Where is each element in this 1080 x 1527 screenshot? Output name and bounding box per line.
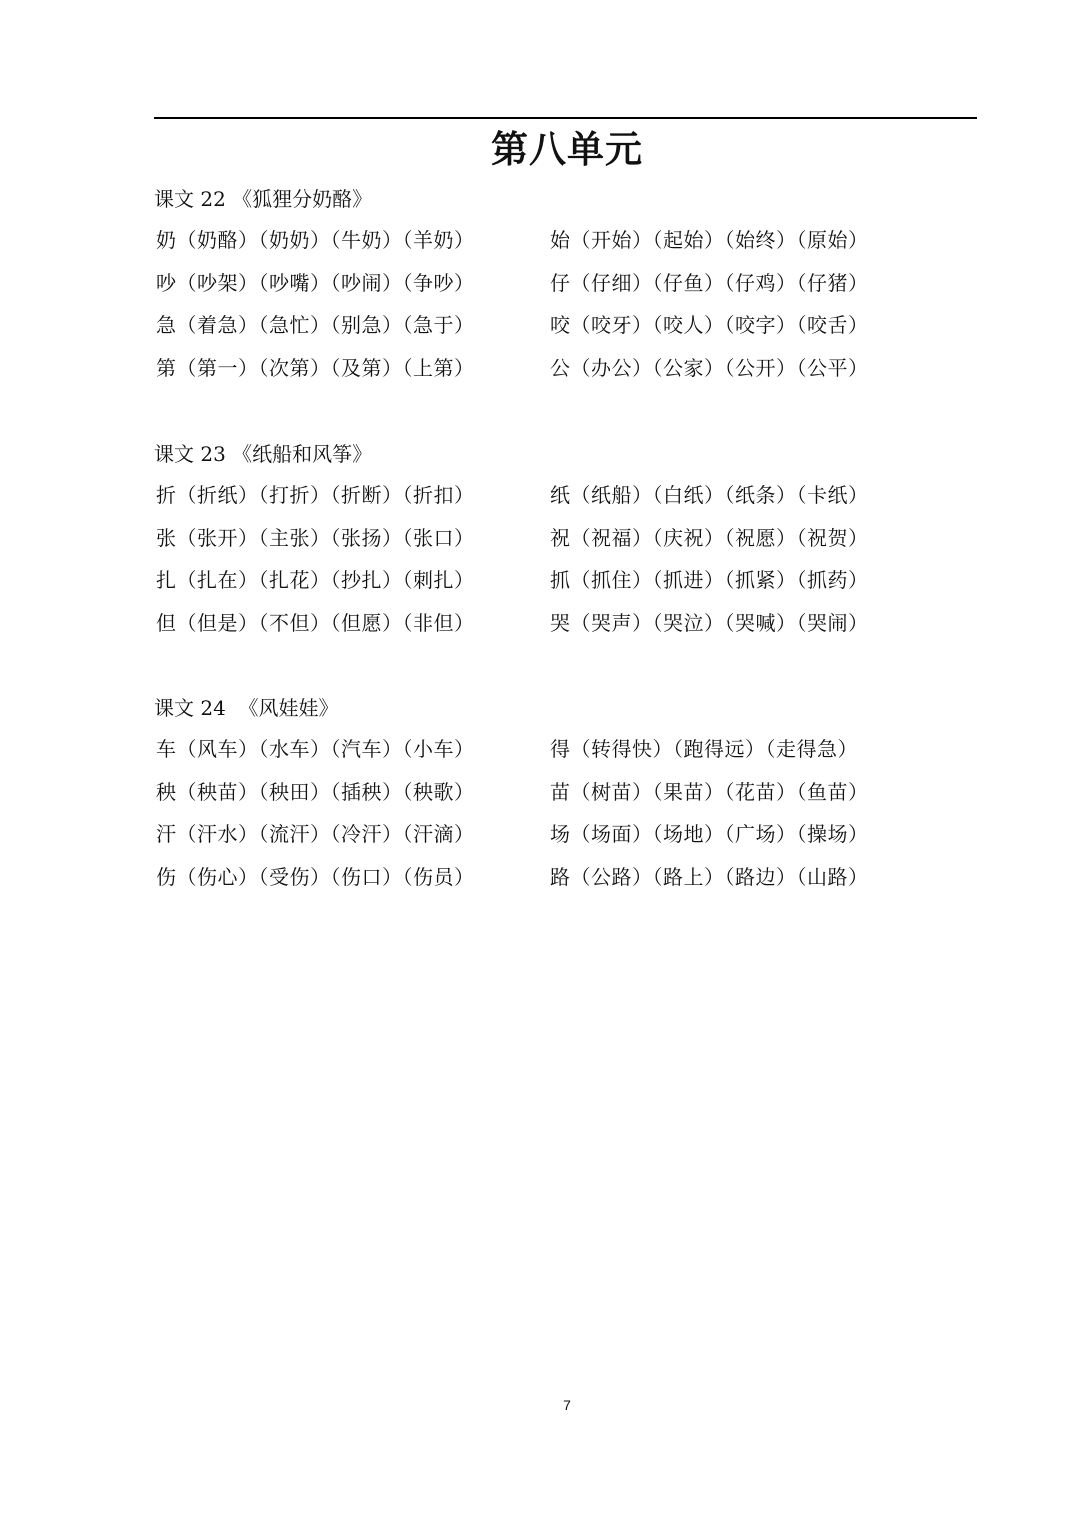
page-number: 7 bbox=[563, 1397, 571, 1413]
word-group-left: 张（张开）（主张）（张扬）（张口） bbox=[156, 525, 475, 550]
word-group-left: 吵（吵架）（吵嘴）（吵闹）（争吵） bbox=[156, 270, 475, 295]
word-row bbox=[154, 271, 977, 314]
lesson-section bbox=[154, 442, 977, 653]
lesson-heading: 课文 22 《狐狸分奶酪》 bbox=[154, 187, 373, 211]
word-group-left: 奶（奶酪）（奶奶）（牛奶）（羊奶） bbox=[156, 228, 475, 252]
word-group-right: 抓（抓住）（抓进）（抓紧）（抓药） bbox=[550, 568, 869, 592]
word-group-right: 得（转得快）（跑得远）（走得急） bbox=[550, 737, 858, 761]
word-group-left: 扎（扎在）（扎花）（抄扎）（刺扎） bbox=[156, 568, 475, 592]
word-group-right: 始（开始）（起始）（始终）（原始） bbox=[550, 228, 869, 252]
word-row bbox=[154, 865, 977, 908]
word-group-right: 仔（仔细）（仔鱼）（仔鸡）（仔猪） bbox=[550, 270, 869, 295]
word-group-right: 纸（纸船）（白纸）（纸条）（卡纸） bbox=[550, 483, 869, 507]
word-group-left: 伤（伤心）（受伤）（伤口）（伤员） bbox=[156, 864, 475, 889]
word-group-left: 急（着急）（急忙）（别急）（急于） bbox=[156, 313, 475, 337]
lesson-section bbox=[154, 696, 977, 907]
word-group-right: 场（场面）（场地）（广场）（操场） bbox=[550, 822, 869, 846]
word-group-left: 但（但是）（不但）（但愿）（非但） bbox=[156, 610, 475, 635]
word-group-left: 第（第一）（次第）（及第）（上第） bbox=[156, 355, 475, 380]
word-group-left: 车（风车）（水车）（汽车）（小车） bbox=[156, 737, 475, 761]
word-row bbox=[154, 822, 977, 865]
word-row bbox=[154, 313, 977, 356]
word-row bbox=[154, 737, 977, 780]
word-group-left: 汗（汗水）（流汗）（冷汗）（汗滴） bbox=[156, 822, 475, 846]
word-row bbox=[154, 483, 977, 526]
lesson-section bbox=[154, 187, 977, 398]
top-rule bbox=[154, 117, 977, 119]
lesson-heading: 课文 24 《风娃娃》 bbox=[154, 696, 339, 720]
lesson-heading: 课文 23 《纸船和风筝》 bbox=[154, 442, 373, 466]
word-row bbox=[154, 526, 977, 569]
word-row bbox=[154, 611, 977, 654]
word-row bbox=[154, 228, 977, 271]
word-group-right: 公（办公）（公家）（公开）（公平） bbox=[550, 355, 869, 380]
word-row bbox=[154, 356, 977, 399]
word-group-right: 哭（哭声）（哭泣）（哭喊）（哭闹） bbox=[550, 610, 869, 635]
word-group-right: 苗（树苗）（果苗）（花苗）（鱼苗） bbox=[550, 779, 869, 804]
page-title: 第八单元 bbox=[491, 127, 643, 171]
word-group-right: 祝（祝福）（庆祝）（祝愿）（祝贺） bbox=[550, 525, 869, 550]
word-group-left: 折（折纸）（打折）（折断）（折扣） bbox=[156, 483, 475, 507]
word-row bbox=[154, 568, 977, 611]
word-group-right: 路（公路）（路上）（路边）（山路） bbox=[550, 864, 869, 889]
word-group-right: 咬（咬牙）（咬人）（咬字）（咬舌） bbox=[550, 313, 869, 337]
word-group-left: 秧（秧苗）（秧田）（插秧）（秧歌） bbox=[156, 779, 475, 804]
word-row bbox=[154, 780, 977, 823]
